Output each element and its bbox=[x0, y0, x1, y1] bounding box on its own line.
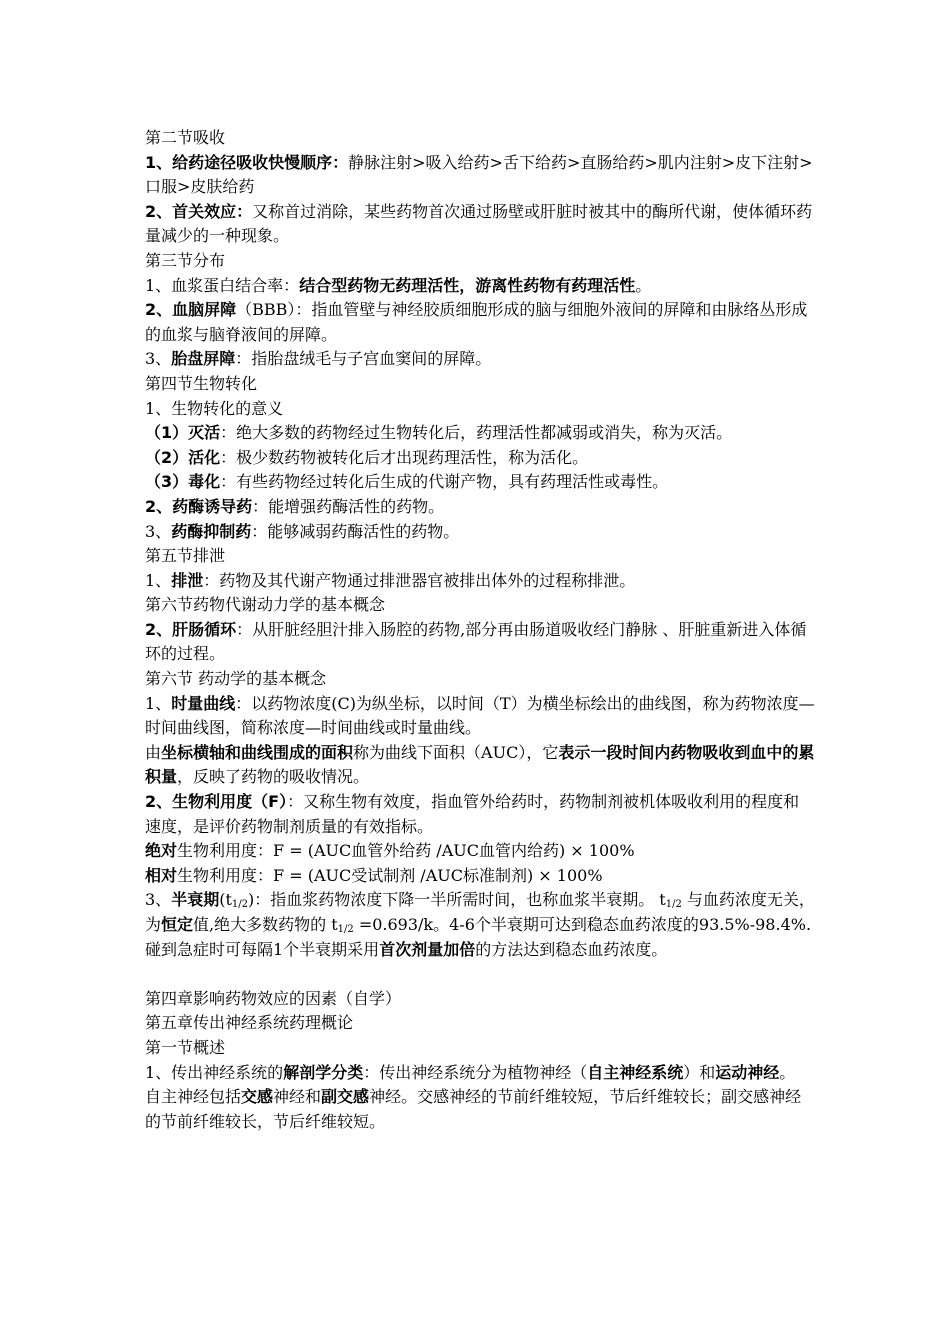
paragraph: 3、胎盘屏障：指胎盘绒毛与子宫血窦间的屏障。 bbox=[145, 349, 492, 369]
paragraph: 1、时量曲线：以药物浓度(C)为纵坐标，以时间（T）为横坐标绘出的曲线图，称为药物浓度—时间曲线图，简称浓度—时间曲线或时量曲线。 bbox=[145, 693, 815, 738]
paragraph: 3、半衰期$(t_{1/2})$：指血浆药物浓度下降一半所需时间，也称血浆半衰期。 $t_{1/2}$ 与血药浓度无关，为恒定值,绝大多数药物的 $t_{1/2} =0.693/k$。4-6个半衰期可达到稳态血药浓度的93.5%-98.4%. bbox=[145, 890, 815, 935]
paragraph: （1）灭活：绝大多数的药物经过生物转化后，药理活性都减弱或消失，称为灭活。 bbox=[145, 423, 733, 443]
paragraph: 自主神经包括交感神经和副交感神经。交感神经的节前纤维较短，节后纤维较长；副交感神经的节前纤维较长，节后纤维较短。 bbox=[145, 1087, 802, 1131]
section-heading: 第六节 药动学的基本概念 bbox=[145, 669, 327, 689]
paragraph: 碰到急症时可每隔1个半衰期采用首次剂量加倍的方法达到稳态血药浓度。 bbox=[145, 939, 668, 959]
document-page bbox=[145, 126, 815, 1134]
section-heading: 第一节概述 bbox=[145, 1037, 226, 1057]
chapter-heading: 第四章影响药物效应的因素（自学） bbox=[145, 988, 402, 1008]
paragraph: （2）活化：极少数药物被转化后才出现药理活性，称为活化。 bbox=[145, 447, 589, 467]
paragraph: 1、血浆蛋白结合率：结合型药物无药理活性，游离性药物有药理活性。 bbox=[145, 275, 652, 295]
paragraph: 由坐标横轴和曲线围成的面积称为曲线下面积（AUC），它表示一段时间内药物吸收到血中的累积量，反映了药物的吸收情况。 bbox=[145, 742, 815, 787]
chapter-heading: 第五章传出神经系统药理概论 bbox=[145, 1013, 354, 1033]
formula-line: 绝对生物利用度：F = (AUC血管外给药 /AUC血管内给药) × 100% bbox=[145, 841, 635, 861]
paragraph: （3）毒化：有些药物经过转化后生成的代谢产物，具有药理活性或毒性。 bbox=[145, 472, 669, 492]
paragraph: 3、药酶抑制药：能够减弱药酶活性的药物。 bbox=[145, 521, 460, 541]
paragraph: 1、给药途径吸收快慢顺序：静脉注射>吸入给药>舌下给药>直肠给药>肌内注射>皮下注射>口服>皮肤给药 bbox=[145, 152, 813, 197]
section-heading: 第三节分布 bbox=[145, 250, 226, 270]
paragraph: 2、药酶诱导药：能增强药酶活性的药物。 bbox=[145, 496, 445, 516]
paragraph: 1、生物转化的意义 bbox=[145, 398, 284, 418]
paragraph: 1、排泄：药物及其代谢产物通过排泄器官被排出体外的过程称排泄。 bbox=[145, 570, 636, 590]
section-heading: 第五节排泄 bbox=[145, 546, 226, 566]
formula-line: 相对生物利用度：F = (AUC受试制剂 /AUC标准制剂) × 100% bbox=[145, 865, 603, 885]
paragraph: 2、肝肠循环：从肝脏经胆汁排入肠腔的药物,部分再由肠道吸收经门静脉 、肝脏重新进入体循环的过程。 bbox=[145, 619, 807, 664]
blank-line bbox=[145, 962, 815, 987]
section-heading: 第二节吸收 bbox=[145, 128, 226, 147]
section-heading: 第六节药物代谢动力学的基本概念 bbox=[145, 595, 386, 615]
paragraph: 2、生物利用度（F）：又称生物有效度，指血管外给药时，药物制剂被机体吸收利用的程度和速度，是评价药物制剂质量的有效指标。 bbox=[145, 792, 800, 836]
section-heading: 第四节生物转化 bbox=[145, 373, 258, 393]
paragraph: 1、传出神经系统的解剖学分类：传出神经系统分为植物神经（自主神经系统）和运动神经。 bbox=[145, 1062, 796, 1082]
paragraph: 2、首关效应：又称首过消除，某些药物首次通过肠壁或肝脏时被其中的酶所代谢，使体循环药量减少的一种现象。 bbox=[145, 201, 813, 246]
paragraph: 2、血脑屏障（BBB）：指血管壁与神经胶质细胞形成的脑与细胞外液间的屏障和由脉络丛形成的血浆与脑脊液间的屏障。 bbox=[145, 300, 808, 344]
